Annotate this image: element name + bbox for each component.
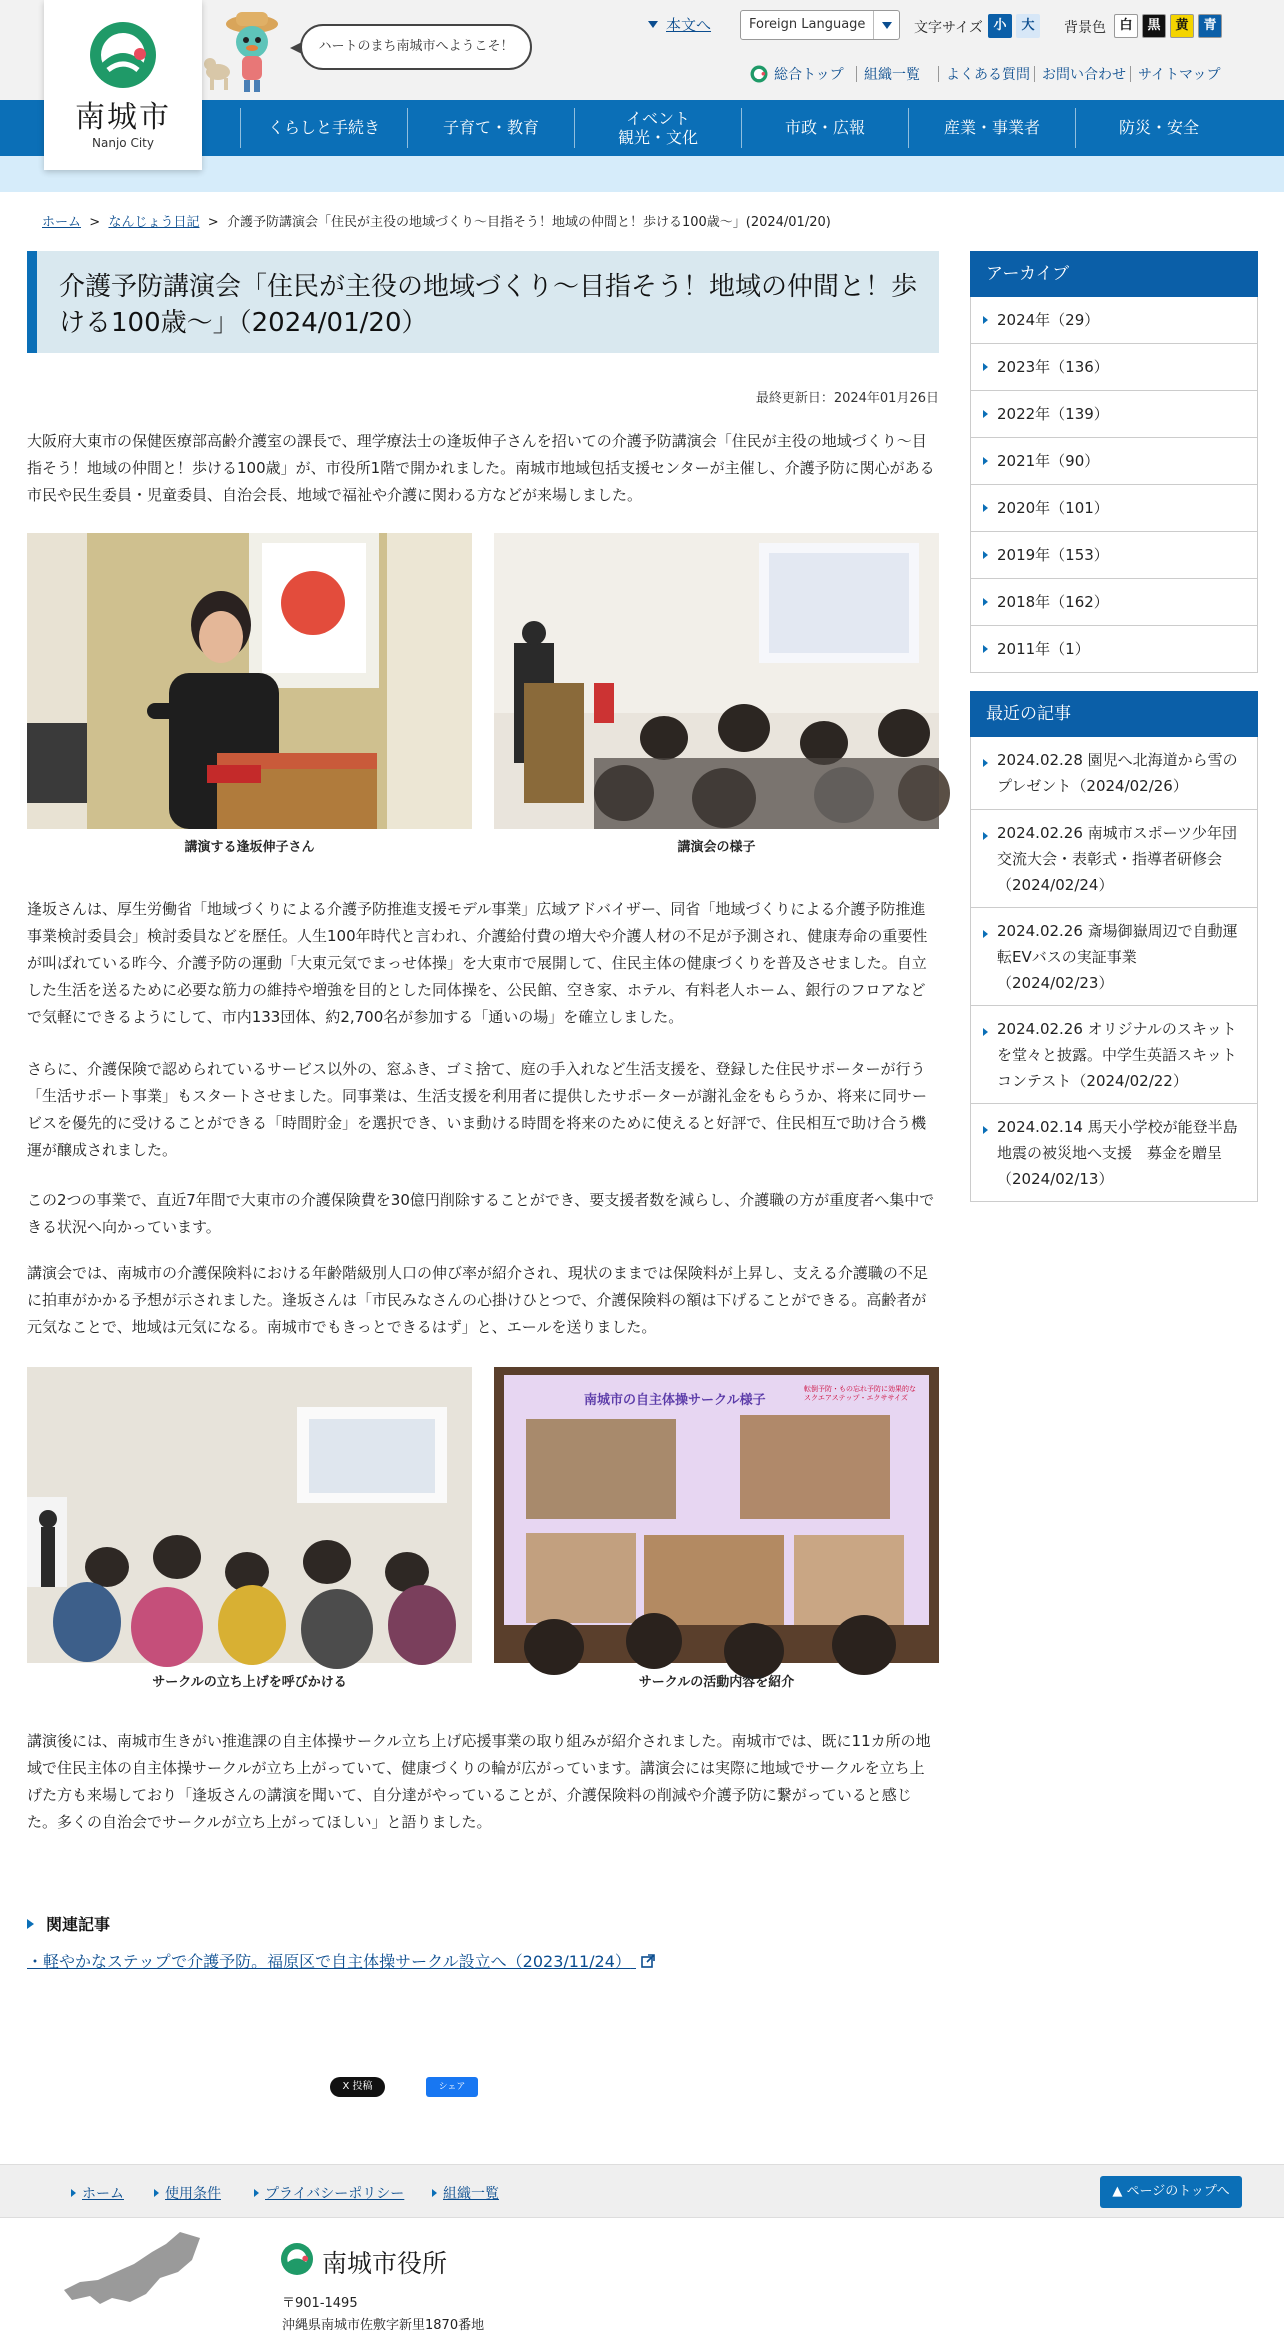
nav-item-living[interactable]: くらしと手続き	[267, 118, 380, 138]
breadcrumb	[42, 211, 831, 230]
triangle-down-icon	[648, 21, 658, 28]
related-articles-heading	[27, 1912, 110, 1935]
skip-to-content-link[interactable]	[648, 14, 711, 35]
article-paragraph-2: 逢坂さんは、厚生労働省「地域づくりによる介護予防推進支援モデル事業」広域アドバイザー、同省「地域づくりによる介護予防推進事業検討委員会」検討委員などを歴任。人生100年時代と言われ、介護給付費の増大や介護人材の不足が予測され、健康寿命の重要性が叫ばれている昨今、介護予防の運動「大東元気でまっせ体操」を大東市で展開して、住民主体の健康づくりを普及させました。自立した生活を送るために必要な筋力の維持や増強を目的とした同体操を、公民館、空き家、ホテル、有料老人ホーム、銀行のフロアなどで気軽にできるようにして、市内133団体、約2,700名が参加する「通いの場」を確立しました。	[27, 900, 928, 1026]
recent-article-item[interactable]	[970, 737, 1258, 810]
recent-article-label: 2024.02.28 園児へ北海道から雪のプレゼント（2024/02/26）	[997, 751, 1238, 795]
divider	[1034, 66, 1035, 82]
photo-caption: 講演する逢坂伸子さん	[184, 840, 315, 855]
archive-item-label: 2020年（101）	[997, 499, 1109, 517]
triangle-up-icon: ▲	[1112, 2184, 1127, 2199]
city-emblem-small-icon	[750, 65, 768, 83]
article-paragraph-5: 講演会では、南城市の介護保険料における年齢階級別人口の伸び率が紹介され、現状のままでは保険料が上昇し、支える介護職の不足に拍車がかかる予想が示されました。逢坂さんは「市民みなさんの心掛けひとつで、介護保険料の額は下げることができる。高齢者が元気なことで、地域は元気になる。南城市でもきっとできるはず」と、エールを送りました。	[27, 1264, 928, 1336]
recent-article-item[interactable]	[970, 810, 1258, 908]
util-link-faq[interactable]: よくある質問	[946, 67, 1030, 83]
photo-circle-launch	[27, 1367, 472, 1663]
font-large-button[interactable]: 大	[1016, 14, 1040, 38]
photo-audience	[494, 533, 939, 829]
footer-link-privacy[interactable]	[265, 2183, 404, 2203]
breadcrumb-sep: >	[85, 215, 105, 230]
triangle-right-icon	[983, 316, 988, 324]
chevron-down-icon	[873, 11, 899, 39]
breadcrumb-diary[interactable]: なんじょう日記	[108, 215, 200, 230]
triangle-right-icon	[983, 410, 988, 418]
site-logo[interactable]	[44, 0, 202, 170]
recent-articles-heading: 最近の記事	[970, 691, 1258, 737]
footer-link-home[interactable]	[82, 2183, 124, 2203]
triangle-right-icon	[983, 551, 988, 559]
last-updated: 最終更新日：2024年01月26日	[755, 391, 939, 406]
article-paragraph-3: さらに、介護保険で認められているサービス以外の、窓ふき、ゴミ捨て、庭の手入れなど生活支援を、登録した住民サポーターが行う「生活サポート事業」もスタートさせました。同事業は、生活支援を利用者に提供したサポーターが謝礼金をもらうか、将来に同サービスを優先的に受けることができる「時間貯金」を選択でき、いま動ける時間を将来のために使えると好評で、住民相互で助け合う機運が醸成されました。	[27, 1060, 928, 1159]
external-link-icon	[640, 1953, 656, 1969]
recent-article-label: 2024.02.26 斎場御嶽周辺で自動運転EVバスの実証事業（2024/02/23）	[997, 921, 1238, 992]
article-paragraph-4: この2つの事業で、直近7年間で大東市の介護保険費を30億円削除することができ、要支援者数を減らし、介護職の方が重度者へ集中できる状況へ向かっています。	[27, 1191, 935, 1236]
triangle-right-icon	[432, 2189, 437, 2197]
triangle-right-icon	[71, 2189, 76, 2197]
archive-item[interactable]	[970, 391, 1258, 438]
bg-yellow-button[interactable]: 黄	[1170, 14, 1194, 38]
font-small-button[interactable]: 小	[988, 14, 1012, 38]
photo-caption: サークルの立ち上げを呼びかける	[152, 1675, 347, 1690]
recent-article-label: 2024.02.26 オリジナルのスキットを堂々と披露。中学生英語スキットコンテスト（2024/02/22）	[997, 1019, 1237, 1090]
nav-item-city-admin[interactable]: 市政・広報	[784, 118, 865, 138]
triangle-right-icon	[154, 2189, 159, 2197]
related-article-link[interactable]	[27, 1949, 656, 1972]
footer-link-label: 組織一覧	[443, 2186, 499, 2202]
archive-heading: アーカイブ	[970, 251, 1258, 297]
article-title-box	[27, 251, 939, 353]
photo-speaker	[27, 533, 472, 829]
slide-title: 南城市の自主体操サークル様子	[584, 1393, 766, 1408]
archive-item-label: 2022年（139）	[997, 405, 1109, 423]
triangle-right-icon	[983, 1028, 988, 1036]
bg-black-button[interactable]: 黒	[1142, 14, 1166, 38]
footer-link-terms[interactable]	[165, 2183, 221, 2203]
triangle-right-icon	[983, 363, 988, 371]
archive-item[interactable]	[970, 626, 1258, 673]
breadcrumb-current: 介護予防講演会「住民が主役の地域づくり〜目指そう！地域の仲間と！歩ける100歳〜」(2024/01/20)	[226, 215, 831, 230]
footer-link-organization[interactable]	[443, 2183, 499, 2203]
triangle-right-icon	[983, 1126, 988, 1134]
archive-item-label: 2019年（153）	[997, 546, 1109, 564]
share-x-button[interactable]: X 投稿	[330, 2077, 385, 2097]
bg-white-button[interactable]: 白	[1114, 14, 1138, 38]
slide-photo	[740, 1415, 890, 1519]
triangle-right-icon	[983, 759, 988, 767]
footer-address: 沖縄県南城市佐敷字新里1870番地	[282, 2318, 485, 2333]
archive-item[interactable]	[970, 438, 1258, 485]
util-link-organization[interactable]: 組織一覧	[864, 67, 920, 83]
triangle-right-icon	[254, 2189, 259, 2197]
footer-org-name: 南城市役所	[322, 2249, 448, 2278]
nav-item-events[interactable]: イベント 観光・文化	[617, 108, 698, 147]
audience-heads	[494, 1597, 939, 1663]
archive-item-label: 2011年（1）	[997, 640, 1090, 658]
logo-subtitle: Nanjo City	[92, 136, 154, 150]
related-heading-label: 関連記事	[46, 1915, 111, 1934]
language-select-value: Foreign Language	[749, 17, 866, 32]
photo-caption: サークルの活動内容を紹介	[638, 1675, 795, 1690]
archive-item-label: 2021年（90）	[997, 452, 1100, 470]
photo-circle-slide	[494, 1367, 939, 1663]
footer-link-label: プライバシーポリシー	[265, 2186, 405, 2202]
nav-item-industry[interactable]: 産業・事業者	[943, 118, 1040, 138]
slide-photo	[526, 1419, 676, 1519]
util-link-contact[interactable]: お問い合わせ	[1042, 67, 1126, 83]
font-size-label: 文字サイズ	[914, 20, 983, 36]
archive-item-label: 2024年（29）	[997, 311, 1100, 329]
footer-link-label: ホーム	[82, 2186, 124, 2202]
bg-blue-button[interactable]: 青	[1198, 14, 1222, 38]
back-to-top-button[interactable]	[1100, 2176, 1242, 2208]
welcome-bubble: ハートのまち南城市へようこそ！	[300, 24, 532, 70]
recent-article-item[interactable]	[970, 1006, 1258, 1104]
triangle-right-icon	[983, 598, 988, 606]
breadcrumb-home[interactable]: ホーム	[42, 215, 82, 230]
triangle-right-icon	[983, 930, 988, 938]
recent-article-label: 2024.02.14 馬天小学校が能登半島地震の被災地へ支援 募金を贈呈（2024/02/13）	[997, 1117, 1238, 1188]
language-select[interactable]	[740, 10, 900, 40]
archive-item-label: 2023年（136）	[997, 358, 1109, 376]
nav-item-childcare[interactable]: 子育て・教育	[442, 118, 539, 138]
city-emblem-icon	[280, 2242, 314, 2276]
island-map-icon	[60, 2232, 210, 2322]
archive-item[interactable]	[970, 532, 1258, 579]
archive-item[interactable]	[970, 485, 1258, 532]
archive-item[interactable]	[970, 297, 1258, 344]
skip-link-label: 本文へ	[666, 16, 712, 34]
logo-title: 南城市	[75, 100, 171, 135]
footer-nav	[0, 2164, 1284, 2218]
projected-slide	[504, 1375, 929, 1625]
archive-item[interactable]	[970, 579, 1258, 626]
footer-postal-code: 〒901-1495	[282, 2296, 358, 2311]
recent-article-item[interactable]	[970, 1104, 1258, 1202]
divider	[938, 66, 939, 82]
archive-item[interactable]	[970, 344, 1258, 391]
nav-item-safety[interactable]: 防災・安全	[1118, 118, 1199, 138]
footer-link-label: 使用条件	[165, 2186, 221, 2202]
related-link-label: ・軽やかなステップで介護予防。福原区で自主体操サークル設立へ（2023/11/24）	[27, 1952, 631, 1971]
triangle-right-icon	[983, 504, 988, 512]
triangle-right-icon	[983, 832, 988, 840]
photo-caption: 講演会の様子	[677, 840, 756, 855]
city-emblem-icon	[88, 20, 158, 90]
page-title: 介護予防講演会「住民が主役の地域づくり〜目指そう！地域の仲間と！歩ける100歳〜」（2024/01/20）	[59, 272, 918, 339]
article-paragraph-1: 大阪府大東市の保健医療部高齢介護室の課長で、理学療法士の逢坂伸子さんを招いての介護予防講演会「住民が主役の地域づくり〜目指そう！地域の仲間と！歩ける100歳」が、市役所1階で開かれました。南城市地域包括支援センターが主催し、介護予防に関心がある市民や民生委員・児童委員、自治会長、地域で福祉や介護に関わる方などが来場しました。	[27, 432, 935, 504]
triangle-right-icon	[27, 1919, 34, 1929]
mascot-character-icon	[200, 6, 290, 96]
triangle-right-icon	[983, 645, 988, 653]
recent-article-label: 2024.02.26 南城市スポーツ少年団交流大会・表彰式・指導者研修会（2024/02/24）	[997, 823, 1238, 894]
back-to-top-label: ページのトップへ	[1126, 2184, 1230, 2199]
background-color-label: 背景色	[1064, 20, 1106, 36]
triangle-right-icon	[983, 457, 988, 465]
archive-item-label: 2018年（162）	[997, 593, 1109, 611]
share-facebook-button[interactable]: シェア	[426, 2077, 478, 2097]
slide-subtitle: 転倒予防・もの忘れ予防に効果的な スクエアステップ・エクササイズ	[804, 1385, 916, 1403]
article-paragraph-6: 講演後には、南城市生きがい推進課の自主体操サークル立ち上げ応援事業の取り組みが紹介されました。南城市では、既に11カ所の地域で住民主体の自主体操サークルが立ち上がっていて、健康づくりの輪が広がっています。講演会には実際に地域でサークルを立ち上げた方も来場しており「逢坂さんの講演を聞いて、自分達がやっていることが、介護保険料の削減や介護予防に繋がっていると感じた。多くの自治会でサークルが立ち上がってほしい」と語りました。	[27, 1732, 931, 1831]
divider	[856, 66, 857, 82]
util-link-sitemap[interactable]: サイトマップ	[1138, 67, 1221, 83]
recent-article-item[interactable]	[970, 908, 1258, 1006]
util-link-top[interactable]: 総合トップ	[774, 67, 844, 83]
divider	[1130, 66, 1131, 82]
breadcrumb-sep: >	[203, 215, 223, 230]
